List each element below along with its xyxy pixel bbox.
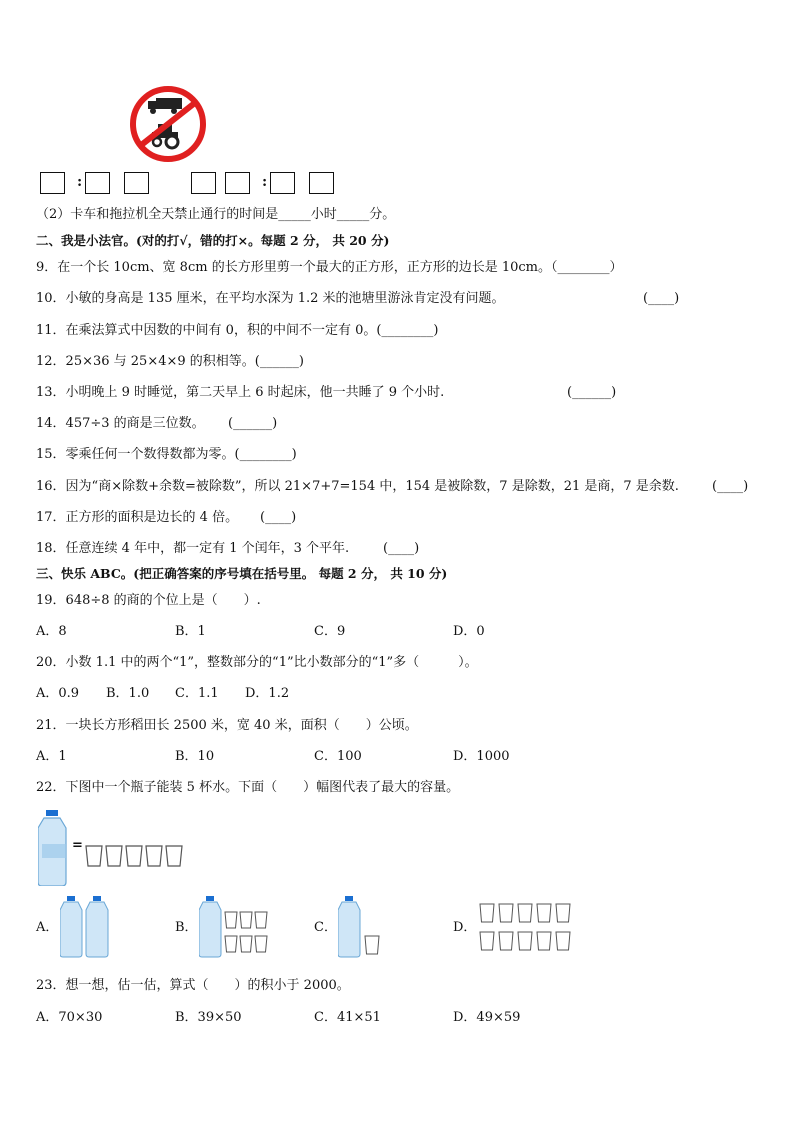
tf-question-17: 17．正方形的面积是边长的 4 倍。: [36, 510, 239, 525]
cup-icon-1: [86, 846, 102, 866]
question-sub2: （2）卡车和拖拉机全天禁止通行的时间是_____小时_____分。: [36, 207, 396, 222]
mc-question-23: 23．想一想，估一估，算式（ ）的积小于 2000。: [36, 978, 350, 993]
option-b-image: [199, 896, 279, 958]
equals-sign: =: [72, 838, 83, 853]
hour-box[interactable]: [191, 172, 216, 194]
colon: :: [77, 174, 83, 190]
option-c[interactable]: C．41×51: [314, 1010, 381, 1025]
minute-box[interactable]: [85, 172, 110, 194]
water-bottle-icon: [86, 896, 108, 957]
cup-icon: [518, 904, 532, 922]
answer-blank[interactable]: (____): [260, 510, 297, 525]
option-d[interactable]: D．1000: [453, 749, 510, 764]
option-a[interactable]: A．: [36, 920, 59, 935]
mc-question-20: 20．小数 1.1 中的两个“1”，整数部分的“1”比小数部分的“1”多（ ）。: [36, 655, 478, 670]
option-b[interactable]: B．: [175, 920, 198, 935]
option-a[interactable]: A．70×30: [36, 1010, 103, 1025]
cup-icon: [365, 936, 379, 954]
option-a[interactable]: A．1: [36, 749, 67, 764]
tf-question-10: 10．小敏的身高是 135 厘米，在平均水深为 1.2 米的池塘里游泳肯定没有问题。: [36, 291, 505, 306]
section3-title: 三、快乐 ABC。(把正确答案的序号填在括号里。 每题 2 分， 共 10 分): [36, 566, 448, 581]
water-bottle-icon: [38, 810, 66, 886]
cup-icon: [480, 904, 494, 922]
option-c-image: [338, 896, 388, 958]
mc-question-22: 22．下图中一个瓶子能装 5 杯水。下面（ ）幅图代表了最大的容量。: [36, 780, 460, 795]
cup-icon-3: [126, 846, 142, 866]
cup-icon: [225, 912, 237, 928]
tf-question-14: 14．457÷3 的商是三位数。: [36, 416, 205, 431]
tf-question-9: 9．在一个长 10cm、宽 8cm 的长方形里剪一个最大的正方形，正方形的边长是 10cm。（________）: [36, 260, 623, 275]
cup-icon: [518, 932, 532, 950]
cup-icon-2: [106, 846, 122, 866]
tf-question-16: 16．因为“商×除数+余数=被除数”，所以 21×7+7=154 中，154 是被除数，7 是除数，21 是商，7 是余数.: [36, 479, 679, 494]
cup-icon: [537, 932, 551, 950]
option-d[interactable]: D．49×59: [453, 1010, 521, 1025]
option-a[interactable]: A．8: [36, 624, 67, 639]
answer-blank[interactable]: (______): [228, 416, 278, 431]
option-b[interactable]: B．1: [175, 624, 206, 639]
no-trucks-and-tractors-sign-icon: [128, 84, 208, 164]
no-trucks-tractors-sign: [128, 84, 208, 164]
section2-title: 二、我是小法官。(对的打√，错的打×。每题 2 分， 共 20 分): [36, 233, 390, 248]
mc-question-21: 21．一块长方形稻田长 2500 米，宽 40 米，面积（ ）公顷。: [36, 718, 418, 733]
option-d-image: [478, 902, 574, 956]
option-b[interactable]: B．1.0: [106, 686, 150, 701]
option-a[interactable]: A．0.9: [36, 686, 80, 701]
option-c[interactable]: C．100: [314, 749, 362, 764]
cup-icon: [255, 936, 267, 952]
tf-question-18: 18．任意连续 4 年中，都一定有 1 个闰年，3 个平年.: [36, 541, 350, 556]
tf-question-12: 12．25×36 与 25×4×9 的积相等。(______): [36, 354, 304, 369]
cup-icon: [499, 932, 513, 950]
option-b[interactable]: B．10: [175, 749, 215, 764]
answer-blank[interactable]: (____): [643, 291, 680, 306]
cup-icon: [255, 912, 267, 928]
cup-icon: [240, 936, 252, 952]
option-d[interactable]: D．0: [453, 624, 485, 639]
option-d[interactable]: D．: [453, 920, 477, 935]
cup-icon: [499, 904, 513, 922]
water-bottle-icon: [60, 896, 82, 957]
cup-icon: [480, 932, 494, 950]
water-bottle-icon: [338, 896, 360, 957]
answer-blank[interactable]: (______): [567, 385, 617, 400]
option-c[interactable]: C．1.1: [175, 686, 219, 701]
bottle-equals-five-cups: [38, 810, 198, 886]
tf-question-13: 13．小明晚上 9 时睡觉，第二天早上 6 时起床，他一共睡了 9 个小时.: [36, 385, 445, 400]
tf-question-15: 15．零乘任何一个数得数都为零。(________): [36, 447, 297, 462]
mc-question-19: 19．648÷8 的商的个位上是（ ）.: [36, 593, 261, 608]
option-d[interactable]: D．1.2: [245, 686, 290, 701]
cup-icon: [537, 904, 551, 922]
colon: :: [262, 174, 268, 190]
water-bottle-icon: [199, 896, 221, 957]
option-a-image: [60, 896, 112, 958]
minute-box[interactable]: [270, 172, 295, 194]
tf-question-11: 11．在乘法算式中因数的中间有 0，积的中间不一定有 0。(________): [36, 323, 439, 338]
cup-icon: [240, 912, 252, 928]
cup-icon-5: [166, 846, 182, 866]
option-c[interactable]: C．9: [314, 624, 346, 639]
cup-icon: [556, 904, 570, 922]
cup-icon: [556, 932, 570, 950]
cup-icon: [225, 936, 237, 952]
option-c[interactable]: C．: [314, 920, 337, 935]
option-b[interactable]: B．39×50: [175, 1010, 242, 1025]
answer-blank[interactable]: (____): [712, 479, 749, 494]
cup-icon-4: [146, 846, 162, 866]
minute-box[interactable]: [309, 172, 334, 194]
minute-box[interactable]: [124, 172, 149, 194]
answer-blank[interactable]: (____): [383, 541, 420, 556]
hour-box[interactable]: [225, 172, 250, 194]
hour-box[interactable]: [40, 172, 65, 194]
